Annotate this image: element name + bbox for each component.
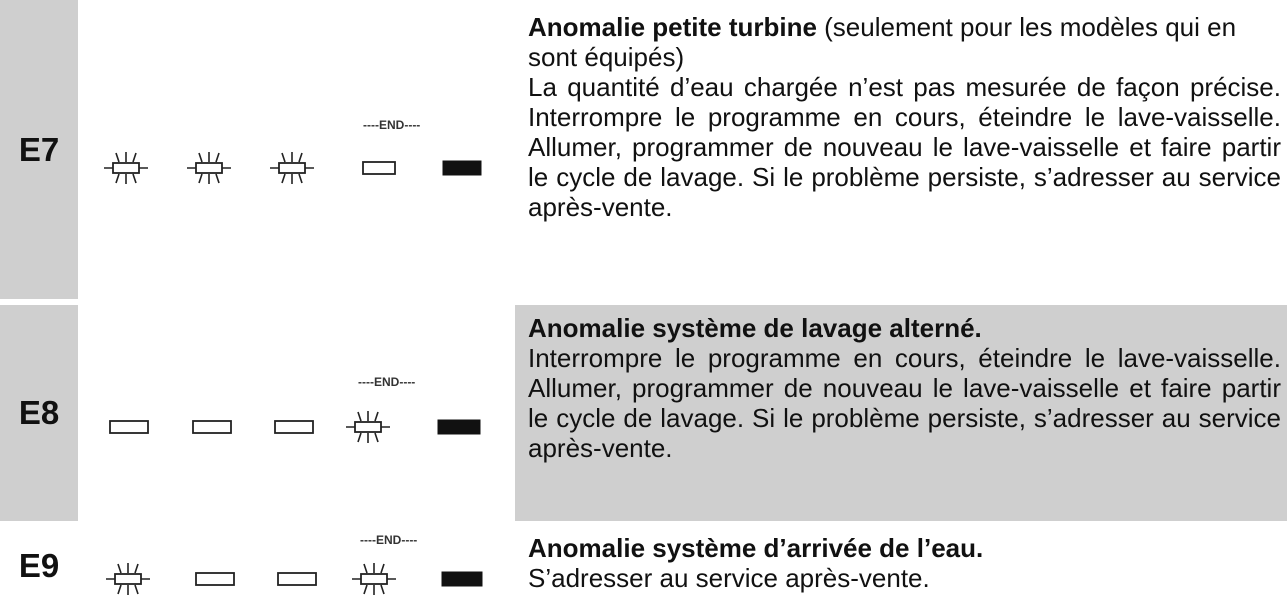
description-body: S’adresser au service après-vente. [528,563,930,593]
led-row-e8 [78,397,515,457]
description-title: Anomalie petite turbine [528,12,817,42]
led-indicators [78,527,515,604]
error-description [515,527,1287,604]
error-row-e8 [0,305,1287,521]
led-on-icon [438,420,480,434]
led-blinking-icon [104,152,148,184]
led-blinking-icon [270,152,314,184]
led-row-e7 [78,138,515,198]
error-description [515,305,1287,521]
led-indicators [78,305,515,521]
led-off-icon [110,421,148,433]
error-row-e9 [0,527,1287,604]
end-label: ----END---- [363,118,421,132]
end-label: ----END---- [358,375,416,389]
led-blinking-icon [346,411,390,443]
description-title-note: (seulement pour les modèles qui en sont équipés) [528,12,1237,72]
description-body: Interrompre le programme en cours, éteindre le lave-vaisselle. Allumer, programmer de nouveau le lave-vaisselle et faire partir le cycle de lavage. Si le problème persiste, s’adresser au service après-vente. [528,343,1281,463]
error-row-e7 [0,0,1287,299]
led-indicators [78,0,515,299]
led-row-e9 [78,549,515,601]
error-code: E8 [0,305,78,521]
led-off-icon [275,421,313,433]
led-off-icon [278,573,316,585]
led-blinking-icon [187,152,231,184]
led-on-icon [443,161,481,175]
led-blinking-icon [352,563,396,595]
description-title: Anomalie système de lavage alterné. [528,313,982,343]
led-off-icon [193,421,231,433]
description-title: Anomalie système d’arrivée de l’eau. [528,533,984,563]
description-title-line [528,12,1287,72]
error-code: E9 [0,527,78,604]
led-blinking-icon [106,563,150,595]
end-label: ----END---- [360,533,418,547]
led-off-icon [363,162,395,174]
error-description [515,0,1287,299]
led-on-icon [442,572,482,586]
description-body: La quantité d’eau chargée n’est pas mesurée de façon précise. Interrompre le programme en cours, éteindre le lave-vaisselle. Allumer, programmer de nouveau le lave-vaisselle et faire partir le cycle de lavage. Si le problème persiste, s’adresser au service après-vente. [528,72,1281,222]
led-off-icon [196,573,234,585]
error-code: E7 [0,0,78,299]
